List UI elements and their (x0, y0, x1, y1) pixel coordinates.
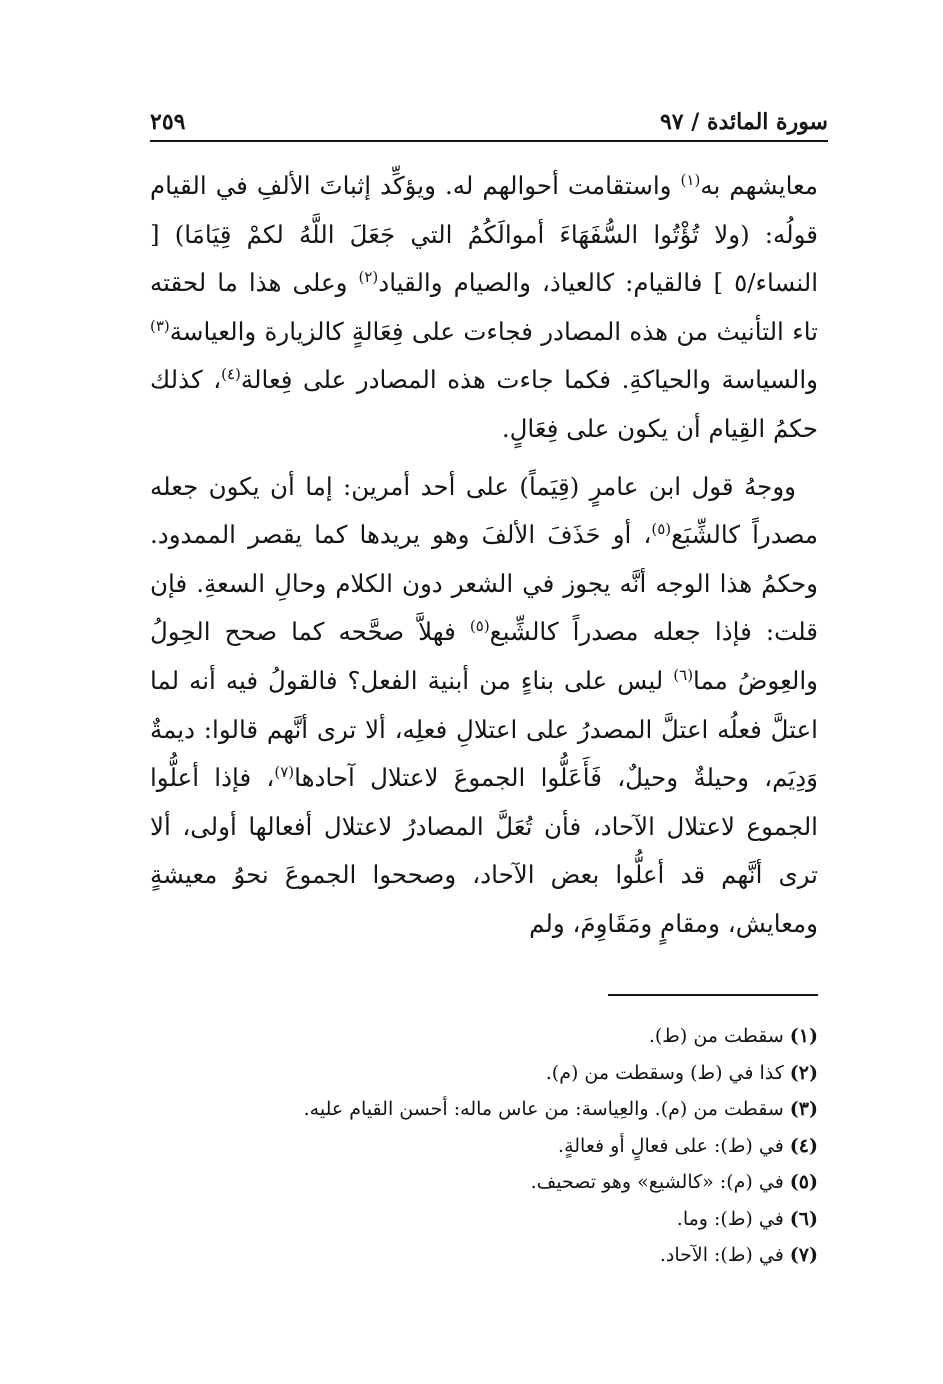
footnote-number: (١) (789, 1025, 818, 1047)
text-segment: واستقامت أحوالهم له. ويؤكِّد إثباتَ الألفِ في القيام قولُه: (ولا تُؤْتُوا السُّفَهَاءَ أموالَكُمُ التي جَعَلَ اللَّهُ لكمْ قِيَامَا) [ النساء/٥ ] فالقيام: كالعياذ، والصيام والقياد (150, 171, 818, 298)
footnote-text: في (ط): وما. (676, 1207, 784, 1230)
text-segment: ، كذلك حكمُ القِيام أن يكون على فِعَالٍ. (150, 365, 818, 443)
footnote-marker: (٧) (274, 762, 295, 781)
paragraph (150, 162, 818, 454)
footnote-marker: (٢) (358, 268, 379, 287)
footnote-marker: (٣) (150, 316, 170, 335)
footnote (150, 1128, 818, 1165)
text-segment: والسياسة والحياكةِ. فكما جاءت هذه المصادر على فِعالة (240, 365, 818, 395)
header-rule (150, 140, 828, 142)
footnote-marker: (١) (680, 170, 701, 189)
footnote-text: في (ط): على فعالٍ أو فعالةٍ. (558, 1134, 784, 1157)
footnote-number: (٥) (789, 1171, 818, 1193)
footnote (150, 1201, 818, 1238)
footnote-separator (608, 994, 818, 996)
footnote-text: في (ط): الآحاد. (659, 1244, 784, 1266)
paragraph (150, 463, 818, 949)
footnote-text: سقطت من (م). والعِياسة: من عاس ماله: أحسن القيام عليه. (303, 1098, 784, 1120)
text-segment: ، أو حَذَفَ الألفَ وهو يريدها كما يقصر الممدود. وحكمُ هذا الوجه أنَّه يجوز في الشعر دون الكلام وحالِ السعةِ. فإن قلت: فإذا جعله مصدراً كالشِّبع (150, 520, 818, 647)
footnote-marker: (٤) (221, 365, 241, 384)
footnote-marker: (٥) (651, 520, 672, 538)
surah-title: سورة المائدة / ٩٧ (659, 109, 828, 135)
page-number: ٢٥٩ (150, 109, 186, 135)
footnote (150, 1055, 818, 1092)
footnote-text: في (م): «كالشيع» وهو تصحيف. (530, 1171, 784, 1193)
running-head (150, 95, 828, 135)
footnote (150, 1091, 818, 1128)
text-segment: معايشهم به (700, 171, 818, 200)
text-segment: وعلى هذا ما لحقته تاء التأنيث من هذه المصادر فجاءت على فِعَالةٍ كالزيارة والعياسة (150, 268, 818, 346)
text-segment: ، فإذا أعلُّوا الجموع لاعتلال الآحاد، فأن تُعَلَّ المصادرُ لاعتلال أفعالها أولى، ألا ترى أنَّهم قد أعلُّوا بعض الآحاد، وصححوا الجموعَ نحوُ معيشةٍ ومعايش، ومقامٍ ومَقَاوِمَ، ولم (150, 763, 818, 938)
footnotes (150, 1018, 818, 1274)
footnote-number: (٣) (789, 1098, 818, 1120)
footnote (150, 1018, 818, 1055)
footnote (150, 1237, 818, 1274)
footnote-text: سقطت من (ط). (648, 1025, 784, 1047)
text-segment: ليس على بناءٍ من أبنية الفعل؟ فالقولُ فيه أنه لما اعتلَّ فعلُه اعتلَّ المصدرُ على اعتلالِ فعلِه، ألا ترى أنَّهم قالوا: ديمةٌ وَدِيَم، وحيلةٌ وحيلٌ، فَأَعَلُّوا الجموعَ لاعتلال آحادها (150, 665, 818, 793)
footnote-number: (٦) (789, 1207, 818, 1230)
footnote-number: (٢) (789, 1061, 818, 1084)
footnote-marker: (٦) (673, 665, 694, 684)
footnote-number: (٤) (789, 1134, 818, 1157)
main-text (150, 162, 818, 949)
text-segment: ووجهُ قول ابن عامرٍ (قِيَماً) على أحد أمرين: إما أن يكون جعله مصدراً كالشِّبَع (150, 471, 818, 550)
footnote-number: (٧) (789, 1244, 818, 1266)
text-segment: فهلاَّ صحَّحه كما صحح الحِولُ والعِوضُ مما (150, 617, 818, 695)
footnote-marker: (٥) (469, 617, 490, 636)
footnote (150, 1164, 818, 1201)
footnote-text: كذا في (ط) وسقطت من (م). (545, 1061, 784, 1084)
